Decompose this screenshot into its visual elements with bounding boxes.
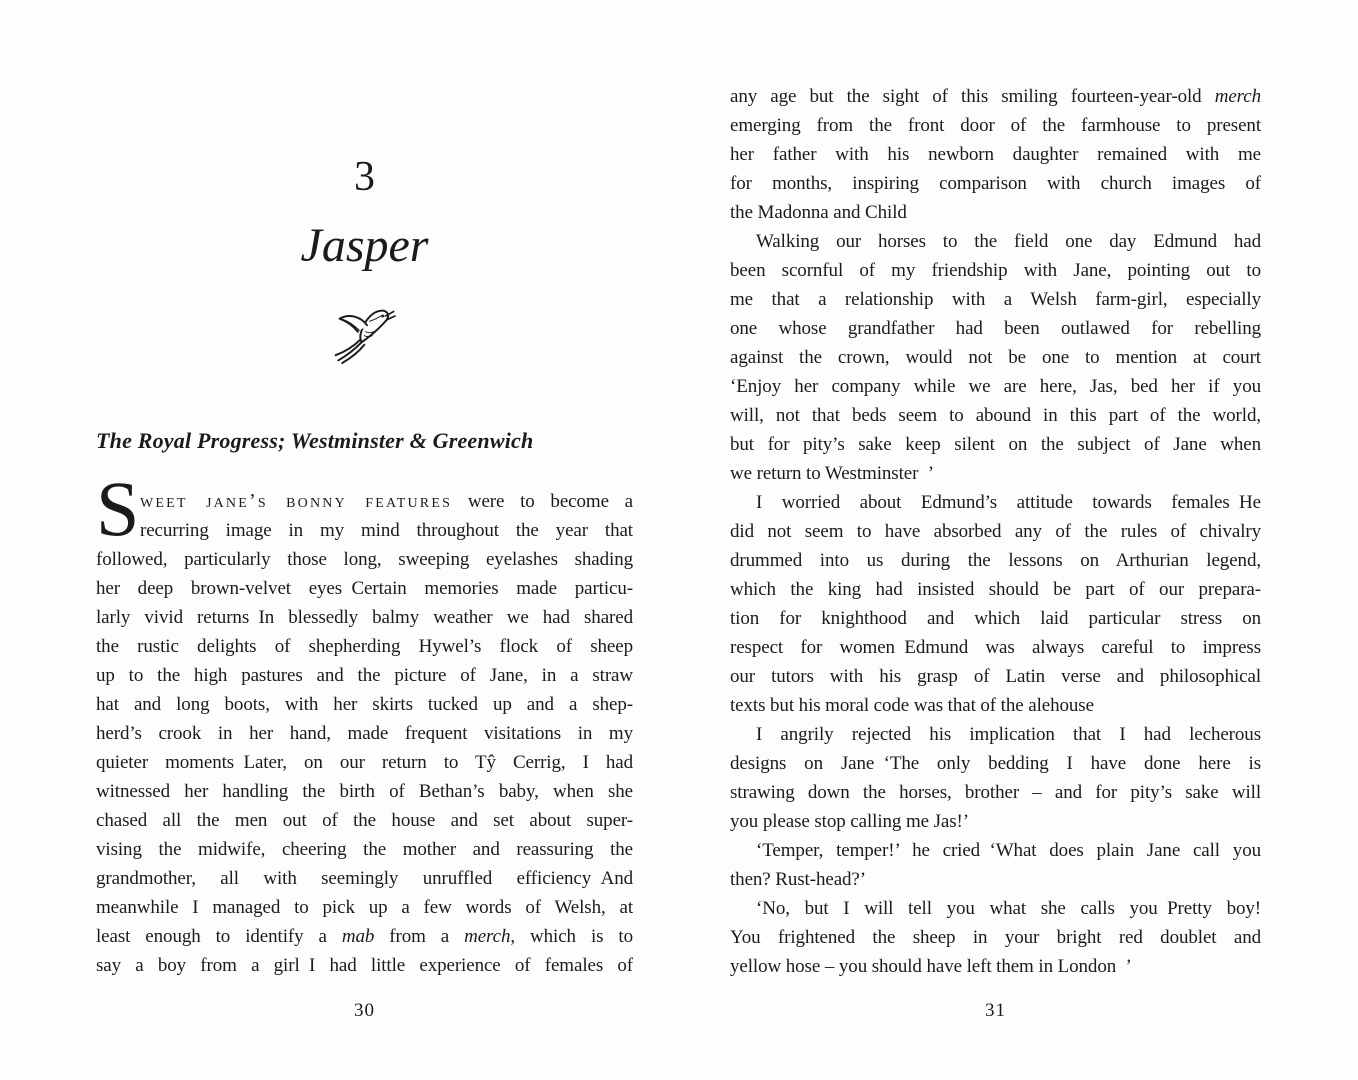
- body-line: respect for women Edmund was always careful to impress: [730, 637, 1261, 658]
- body-line: I worried about Edmund’s attitude towards females He: [756, 492, 1261, 513]
- body-line: You frightened the sheep in your bright red doublet and: [730, 927, 1261, 948]
- body-line: hat and long boots, with her skirts tucked up and a shep-: [96, 694, 633, 715]
- first-line-rest: were to become a: [452, 491, 633, 512]
- right-page-body: [730, 82, 1261, 981]
- body-line: the rustic delights of shepherding Hywel’s flock of sheep: [96, 636, 633, 657]
- body-line: our tutors with his grasp of Latin verse and philosophical: [730, 666, 1261, 687]
- body-line: vising the midwife, cheering the mother and reassuring the: [96, 839, 633, 860]
- body-line: we return to Westminster ’: [730, 463, 934, 484]
- body-line: quieter moments Later, on our return to Tŷ Cerrig, I had: [96, 752, 633, 773]
- page-number-right: 31: [985, 1000, 1006, 1021]
- body-line: been scornful of my friendship with Jane, pointing out to: [730, 260, 1261, 281]
- body-line: for months, inspiring comparison with church images of: [730, 173, 1261, 194]
- body-line: me that a relationship with a Welsh farm-girl, especially: [730, 289, 1261, 310]
- chapter-number: 3: [354, 154, 375, 200]
- body-line: witnessed her handling the birth of Bethan’s baby, when she: [96, 781, 633, 802]
- body-line: chased all the men out of the house and set about super-: [96, 810, 633, 831]
- left-page-body: [96, 465, 633, 980]
- body-line: but for pity’s sake keep silent on the subject of Jane when: [730, 434, 1261, 455]
- drop-cap: S: [96, 465, 140, 552]
- chapter-title: Jasper: [300, 219, 429, 272]
- body-line: larly vivid returns In blessedly balmy weather we had shared: [96, 607, 633, 628]
- body-line: which the king had insisted should be part of our prepara-: [730, 579, 1261, 600]
- body-line: [96, 487, 633, 516]
- body-line: meanwhile I managed to pick up a few words of Welsh, at: [96, 897, 633, 918]
- body-line: one whose grandfather had been outlawed for rebelling: [730, 318, 1261, 339]
- body-line: any age but the sight of this smiling fourteen-year-old merch: [730, 86, 1261, 107]
- left-page: [96, 0, 633, 1080]
- body-line: herd’s crook in her hand, made frequent visitations in my: [96, 723, 633, 744]
- section-heading: The Royal Progress; Westminster & Greenwich: [96, 428, 534, 453]
- body-line: the Madonna and Child: [730, 202, 907, 223]
- body-line: tion for knighthood and which laid particular stress on: [730, 608, 1261, 629]
- body-line: you please stop calling me Jas!’: [730, 811, 969, 832]
- body-line: emerging from the front door of the farmhouse to present: [730, 115, 1261, 136]
- body-line: I angrily rejected his implication that I had lecherous: [756, 724, 1261, 745]
- body-line: did not seem to have absorbed any of the rules of chivalry: [730, 521, 1261, 542]
- body-line: ‘Enjoy her company while we are here, Jas, bed her if you: [730, 376, 1261, 397]
- body-line: her father with his newborn daughter remained with me: [730, 144, 1261, 165]
- body-line: Walking our horses to the field one day Edmund had: [756, 231, 1261, 252]
- body-line: will, not that beds seem to abound in this part of the world,: [730, 405, 1261, 426]
- body-line: her deep brown-velvet eyes Certain memories made particu-: [96, 578, 633, 599]
- body-line: followed, particularly those long, sweeping eyelashes shading: [96, 549, 633, 570]
- body-line: strawing down the horses, brother – and for pity’s sake will: [730, 782, 1261, 803]
- left-page-lines: [96, 516, 633, 980]
- bird-ornament-icon: [96, 303, 633, 370]
- body-line: up to the high pastures and the picture of Jane, in a straw: [96, 665, 633, 686]
- body-line: grandmother, all with seemingly unruffled efficiency And: [96, 868, 633, 889]
- body-line: then? Rust-head?’: [730, 869, 866, 890]
- body-line: ‘No, but I will tell you what she calls you Pretty boy!: [756, 898, 1261, 919]
- body-line: against the crown, would not be one to mention at court: [730, 347, 1261, 368]
- body-line: texts but his moral code was that of the alehouse: [730, 695, 1094, 716]
- page-number-left: 30: [354, 1000, 375, 1021]
- body-line: recurring image in my mind throughout the year that: [140, 520, 633, 541]
- body-line: drummed into us during the lessons on Arthurian legend,: [730, 550, 1261, 571]
- body-line: least enough to identify a mab from a merch, which is to: [96, 926, 633, 947]
- right-page: [730, 0, 1261, 1080]
- body-line: designs on Jane ‘The only bedding I have done here is: [730, 753, 1261, 774]
- body-line: say a boy from a girl I had little experience of females of: [96, 955, 633, 976]
- body-line: ‘Temper, temper!’ he cried ‘What does plain Jane call you: [756, 840, 1261, 861]
- small-caps-opening: weet jane’s bonny features: [140, 490, 453, 512]
- body-line: yellow hose – you should have left them in London ’: [730, 956, 1132, 977]
